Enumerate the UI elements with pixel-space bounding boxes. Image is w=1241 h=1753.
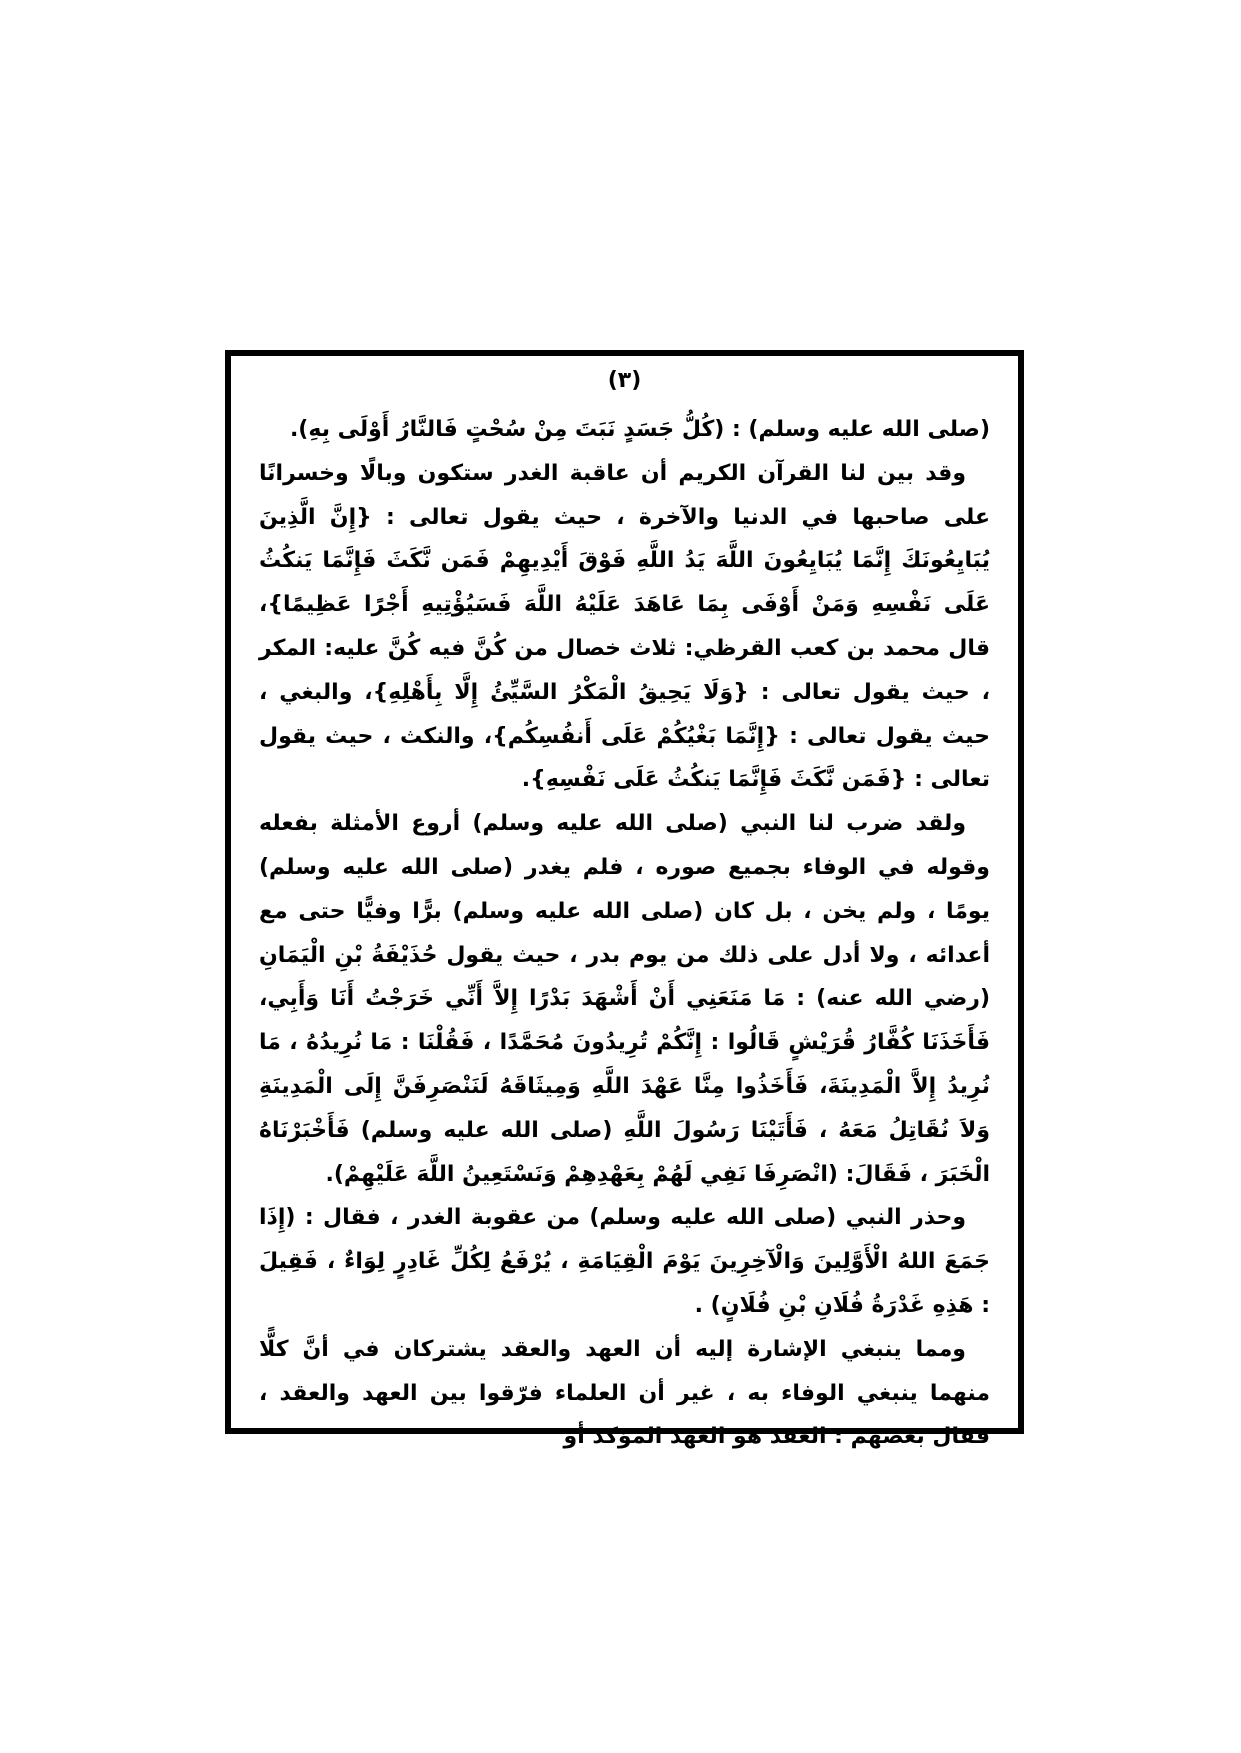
paragraph-prophet-example: ولقد ضرب لنا النبي (صلى الله عليه وسلم) أروع الأمثلة بفعله وقوله في الوفاء بجميع صوره ، فلم يغدر (صلى الله عليه وسلم) يومًا ، ولم يخن ، بل كان (صلى الله عليه وسلم) برًّا وفيًّا حتى مع أعدائه ، ولا أدل على ذلك من يوم بدر ، حيث يقول حُذَيْفَةُ بْنِ الْيَمَانِ (رضي الله عنه) : مَا مَنَعَنِي أَنْ أَشْهَدَ بَدْرًا إِلاَّ أَنِّي خَرَجْتُ أَنَا وَأَبِي، فَأَخَذَنَا كُفَّارُ قُرَيْشٍ قَالُوا : إِنَّكُمْ تُرِيدُونَ مُحَمَّدًا ، فَقُلْنَا : مَا نُرِيدُهُ ، مَا نُرِيدُ إِلاَّ الْمَدِينَةَ، فَأَخَذُوا مِنَّا عَهْدَ اللَّهِ وَمِيثَاقَهُ لَنَنْصَرِفَنَّ إِلَى الْمَدِينَةِ وَلاَ نُقَاتِلُ مَعَهُ ، فَأَتَيْنَا رَسُولَ اللَّهِ (صلى الله عليه وسلم) فَأَخْبَرْنَاهُ الْخَبَرَ ، فَقَالَ: (انْصَرِفَا نَفِي لَهُمْ بِعَهْدِهِمْ وَنَسْتَعِينُ اللَّهَ عَلَيْهِمْ). bbox=[259, 811, 990, 1187]
paragraph-punishment: وحذر النبي (صلى الله عليه وسلم) من عقوبة الغدر ، فقال : (إِذَا جَمَعَ اللهُ الْأَوَّلِينَ وَالْآخِرِينَ يَوْمَ الْقِيَامَةِ ، يُرْفَعُ لِكُلِّ غَادِرٍ لِوَاءٌ ، فَقِيلَ : هَذِهِ غَدْرَةُ فُلَانِ بْنِ فُلَانٍ) . bbox=[259, 1205, 990, 1318]
paragraph-covenant-contract: ومما ينبغي الإشارة إليه أن العهد والعقد يشتركان في أنَّ كلًّا منهما ينبغي الوفاء به ، غير أن العلماء فرّقوا بين العهد والعقد ، فقال بعضهم : العقد هو العهد المؤكد أو bbox=[259, 1336, 990, 1450]
page-number: (٣) bbox=[607, 368, 642, 393]
page-body bbox=[259, 408, 990, 1459]
paragraph-hadith-end: (صلى الله عليه وسلم) : (كُلُّ جَسَدٍ نَبَتَ مِنْ سُحْتٍ فَالنَّارُ أَوْلَى بِهِ). bbox=[289, 417, 990, 442]
paragraph-quran-treachery: وقد بين لنا القرآن الكريم أن عاقبة الغدر ستكون وبالًا وخسرانًا على صاحبها في الدنيا والآخرة ، حيث يقول تعالى : {إِنَّ الَّذِينَ يُبَايِعُونَكَ إِنَّمَا يُبَايِعُونَ اللَّهَ يَدُ اللَّهِ فَوْقَ أَيْدِيهِمْ فَمَن نَّكَثَ فَإِنَّمَا يَنكُثُ عَلَى نَفْسِهِ وَمَنْ أَوْفَى بِمَا عَاهَدَ عَلَيْهُ اللَّهَ فَسَيُؤْتِيهِ أَجْرًا عَظِيمًا}، قال محمد بن كعب القرظي: ثلاث خصال من كُنَّ فيه كُنَّ عليه: المكر ، حيث يقول تعالى : {وَلَا يَحِيقُ الْمَكْرُ السَّيِّئُ إِلَّا بِأَهْلِهِ}، والبغي ، حيث يقول تعالى : {إِنَّمَا بَغْيُكُمْ عَلَى أَنفُسِكُم}، والنكث ، حيث يقول تعالى : {فَمَن نَّكَثَ فَإِنَّمَا يَنكُثُ عَلَى نَفْسِهِ}. bbox=[259, 460, 990, 793]
page-frame bbox=[225, 350, 1024, 1450]
